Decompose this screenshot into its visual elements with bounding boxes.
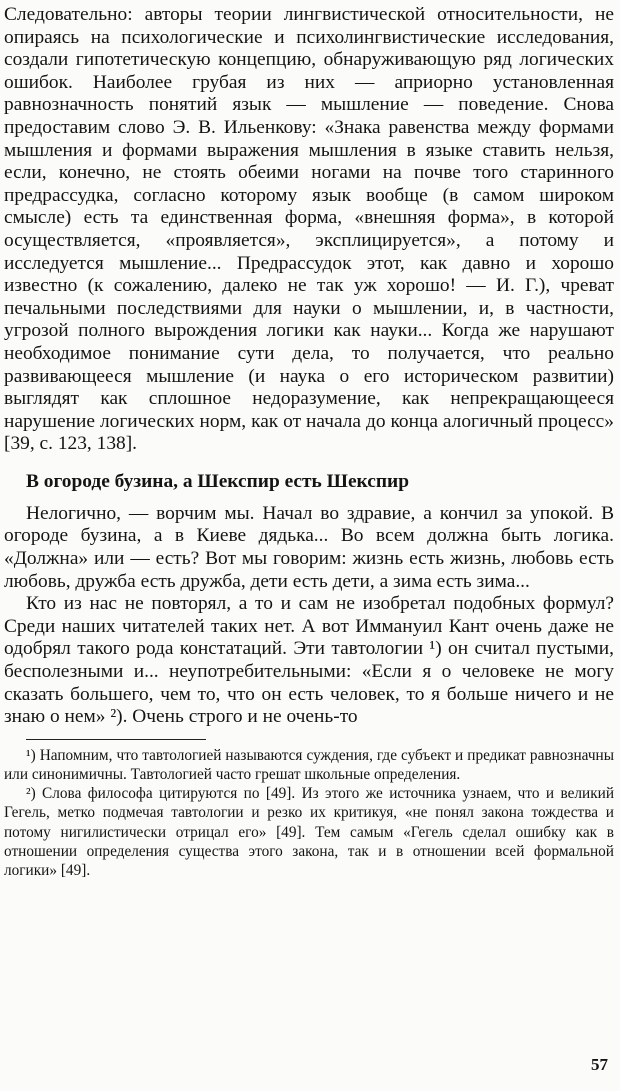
body-paragraph-1: Следовательно: авторы теории лингвистической относительности, не опираясь на психологические и психолингвистические исследования, создали гипотетическую концепцию, обнаруживающую ряд логических ошибок. Наиболее грубая из них — априорно установленная равнозначность понятий язык — мышление — поведение. Снова предоставим слово Э. В. Ильенкову: «Знака равенства между формами мышления и формами выражения мышления в языке ставить нельзя, если, конечно, не стоять обеими ногами на почве того старинного предрассудка, согласно которому язык вообще (в самом широком смысле) есть та единственная форма, «внешняя форма», в которой осуществляется, «проявляется», эксплицируется», а потому и исследуется мышление... Предрассудок этот, как давно и хорошо известно (к сожалению, далеко не так уж хорошо! — И. Г.), чреват печальными последствиями для науки о мышлении, и, в частности, угрозой полного вырождения логики как науки... Когда же нарушают необходимое понимание сути дела, то получается, что реально развивающееся мышление (и наука о его историческом развитии) выглядят как сплошное недоразумение, как непрекращающееся нарушение логических норм, как от начала до конца алогичный процесс» [39, с. 123, 138]. <box>4 4 614 455</box>
body-paragraph-3: Кто из нас не повторял, а то и сам не изобретал подобных формул? Среди наших читателей таких нет. А вот Иммануил Кант очень даже не одобрял такого рода констатаций. Эти тавтологии ¹) он считал пустыми, бесполезными и... неупотребительными: «Если я о человеке не могу сказать большего, чем то, что он есть человек, то я больше ничего и не знаю о нем» ²). Очень строго и не очень-то <box>4 593 614 728</box>
footnote-divider <box>26 739 206 740</box>
footnote-1: ¹) Напомним, что тавтологией называются суждения, где субъект и предикат равнозначны или синонимичны. Тавтологией часто грешат школьные определения. <box>4 746 614 784</box>
body-paragraph-2: Нелогично, — ворчим мы. Начал во здравие, а кончил за упокой. В огороде бузина, а в Киеве дядька... Во всем должна быть логика. «Должна» или — есть? Вот мы говорим: жизнь есть жизнь, любовь есть любовь, дружба есть дружба, дети есть дети, а зима есть зима... <box>4 502 614 592</box>
footnote-2: ²) Слова философа цитируются по [49]. Из этого же источника узнаем, что и великий Гегель, метко подмечая тавтологии и резко их критикуя, «не понял закона тождества и потому нигилистически отрицал его» [49]. Тем самым «Гегель сделал ошибку как в отношении определения существа этого закона, так и в отношении всей формальной логики» [49]. <box>4 785 614 880</box>
footnotes <box>4 739 614 880</box>
page-number: 57 <box>591 1055 608 1074</box>
section-heading: В огороде бузина, а Шекспир есть Шекспир <box>26 470 409 492</box>
